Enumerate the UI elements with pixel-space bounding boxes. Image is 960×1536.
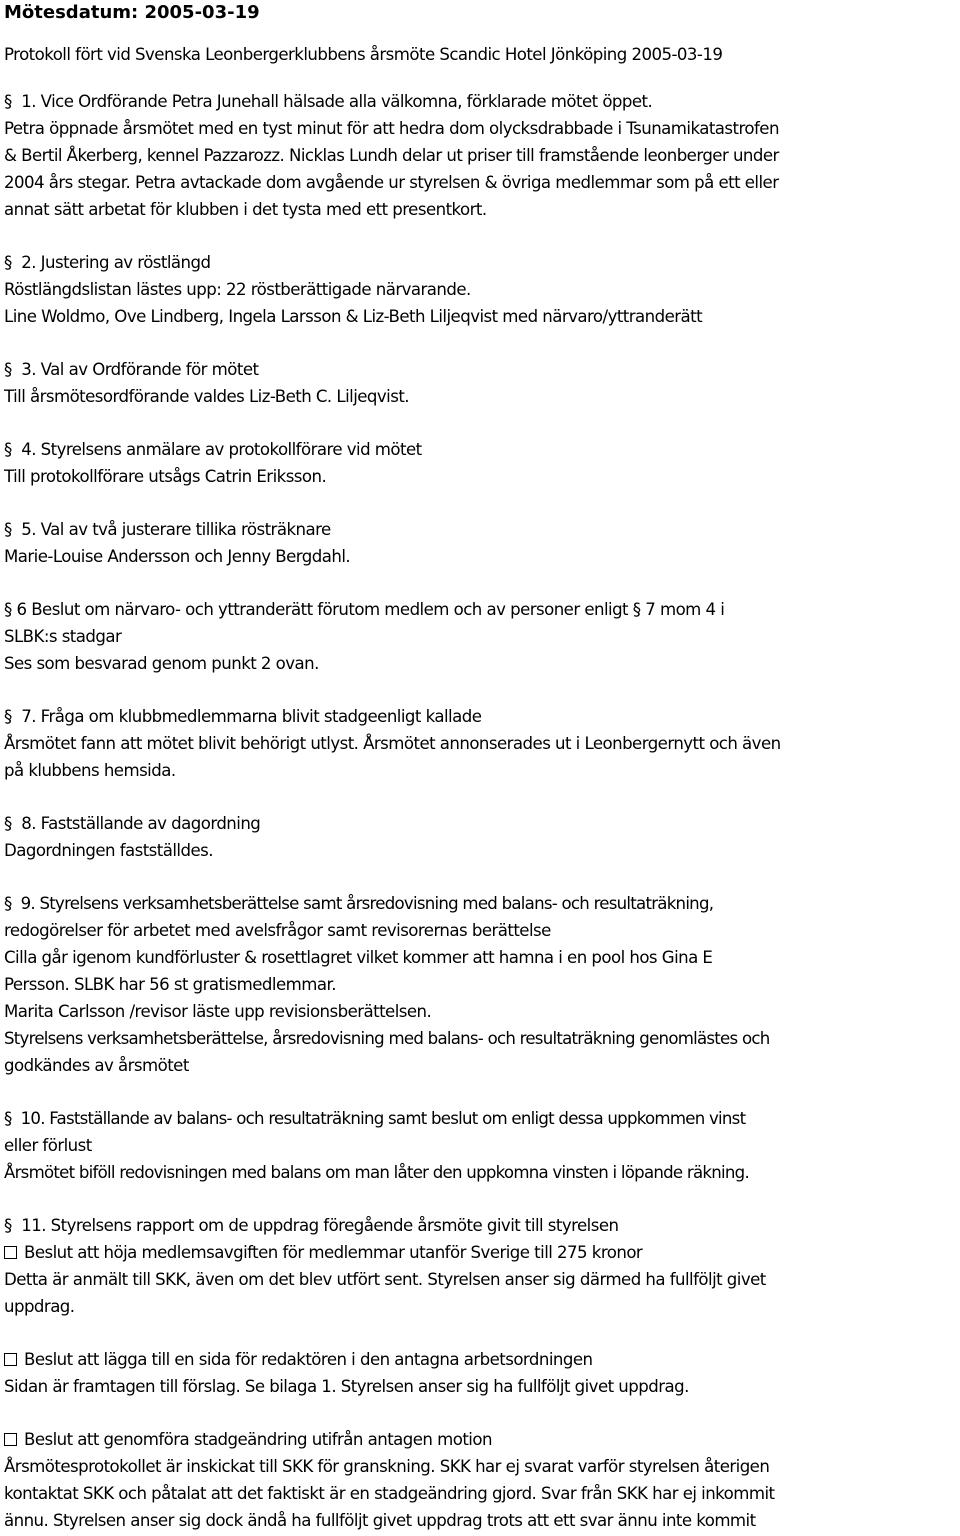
section-6-text-line: Ses som besvarad genom punkt 2 ovan.	[4, 654, 319, 673]
section-9-heading: 9. Styrelsens verksamhetsberättelse samt årsredovisning med balans- och resultaträkning,	[20, 894, 714, 913]
decision-3-line	[4, 1427, 492, 1454]
section-9-text-line: Persson. SLBK har 56 st gratismedlemmar.	[4, 975, 336, 994]
section-symbol: §	[4, 440, 12, 459]
decision-2-line	[4, 1347, 593, 1374]
section-7-line	[4, 704, 481, 731]
section-11-line	[4, 1213, 618, 1240]
meeting-date-heading: Mötesdatum: 2005-03-19	[4, 2, 260, 23]
section-1-text-line: annat sätt arbetat för klubben i det tysta med ett presentkort.	[4, 200, 487, 219]
section-10-heading: 10. Fastställande av balans- och resultaträkning samt beslut om enligt dessa uppkommen vinst	[20, 1109, 746, 1128]
section-7-text-line: på klubbens hemsida.	[4, 761, 176, 780]
decision-3-heading: Beslut att genomföra stadgeändring utifrån antagen motion	[24, 1430, 492, 1449]
section-2-text-line: Röstlängdslistan lästes upp: 22 röstberättigade närvarande.	[4, 280, 471, 299]
decision-1-text-line: Detta är anmält till SKK, även om det blev utfört sent. Styrelsen anser sig därmed ha fullföljt givet	[4, 1270, 766, 1289]
section-5-line	[4, 517, 331, 544]
section-9-line	[4, 891, 713, 918]
section-11-heading: 11. Styrelsens rapport om de uppdrag föregående årsmöte givit till styrelsen	[21, 1216, 619, 1235]
section-2-heading: 2. Justering av röstlängd	[21, 253, 211, 272]
checkbox-icon	[4, 1353, 17, 1366]
decision-2-heading: Beslut att lägga till en sida för redaktören i den antagna arbetsordningen	[24, 1350, 593, 1369]
section-symbol: §	[4, 1109, 12, 1128]
decision-1-line	[4, 1240, 642, 1267]
section-4-line	[4, 437, 422, 464]
section-symbol: §	[4, 92, 12, 111]
section-8-line	[4, 811, 260, 838]
section-7-heading: 7. Fråga om klubbmedlemmarna blivit stadgeenligt kallade	[21, 707, 482, 726]
section-3-text-line: Till årsmötesordförande valdes Liz-Beth C. Liljeqvist.	[4, 387, 410, 406]
section-8-heading: 8. Fastställande av dagordning	[21, 814, 261, 833]
section-3-heading: 3. Val av Ordförande för mötet	[21, 360, 259, 379]
section-6-heading-cont: SLBK:s stadgar	[4, 627, 122, 646]
section-symbol: §	[4, 360, 12, 379]
section-symbol: §	[4, 520, 12, 539]
section-1-text-line: 2004 års stegar. Petra avtackade dom avgående ur styrelsen & övriga medlemmar som på ett eller	[4, 173, 779, 192]
section-9-text-line: Styrelsens verksamhetsberättelse, årsredovisning med balans- och resultaträkning genomlästes och	[4, 1029, 770, 1048]
section-8-text-line: Dagordningen fastställdes.	[4, 841, 213, 860]
decision-3-text-line: Årsmötesprotokollet är inskickat till SKK för granskning. SKK har ej svarat varför styrelsen återigen	[4, 1457, 770, 1476]
section-1-heading: 1. Vice Ordförande Petra Junehall hälsade alla välkomna, förklarade mötet öppet.	[21, 92, 653, 111]
section-9-heading-cont: redogörelser för arbetet med avelsfrågor samt revisorernas berättelse	[4, 921, 551, 940]
section-1-text-line: & Bertil Åkerberg, kennel Pazzarozz. Nicklas Lundh delar ut priser till framstående leonberger under	[4, 146, 779, 165]
section-symbol: §	[4, 707, 12, 726]
decision-1-heading: Beslut att höja medlemsavgiften för medlemmar utanför Sverige till 275 kronor	[24, 1243, 643, 1262]
section-6-heading-ref: 7 mom 4 i	[645, 600, 725, 619]
section-10-text-line: Årsmötet biföll redovisningen med balans om man låter den uppkomna vinsten i löpande räkning.	[4, 1163, 749, 1182]
section-5-heading: 5. Val av två justerare tillika rösträknare	[21, 520, 331, 539]
section-10-heading-cont: eller förlust	[4, 1136, 92, 1155]
decision-2-text-line: Sidan är framtagen till förslag. Se bilaga 1. Styrelsen anser sig ha fullföljt givet uppdrag.	[4, 1377, 689, 1396]
section-1-text-line: Petra öppnade årsmötet med en tyst minut för att hedra dom olycksdrabbade i Tsunamikatastrofen	[4, 119, 779, 138]
section-4-text-line: Till protokollförare utsågs Catrin Eriksson.	[4, 467, 327, 486]
section-symbol: §	[4, 814, 12, 833]
section-10-line	[4, 1106, 745, 1133]
section-6-line	[4, 597, 724, 624]
section-9-text-line: Cilla går igenom kundförluster & rosettlagret vilket kommer att hamna i en pool hos Gina E	[4, 948, 713, 967]
section-symbol: §	[4, 253, 12, 272]
section-9-text-line: Marita Carlsson /revisor läste upp revisionsberättelsen.	[4, 1002, 432, 1021]
section-9-text-line: godkändes av årsmötet	[4, 1056, 189, 1075]
section-symbol: §	[4, 894, 12, 913]
section-6-heading: 6 Beslut om närvaro- och yttranderätt förutom medlem och av personer enligt	[16, 600, 629, 619]
decision-3-text-line: ännu. Styrelsen anser sig dock ändå ha fullföljt givet uppdrag trots att ett svar ännu inte kommit	[4, 1511, 756, 1530]
section-symbol: §	[632, 600, 641, 619]
section-5-text-line: Marie-Louise Andersson och Jenny Bergdahl.	[4, 547, 351, 566]
protocol-intro: Protokoll fört vid Svenska Leonbergerklubbens årsmöte Scandic Hotel Jönköping 2005-03-19	[4, 45, 723, 64]
section-3-line	[4, 357, 258, 384]
decision-1-text-line: uppdrag.	[4, 1297, 75, 1316]
section-symbol: §	[4, 1216, 12, 1235]
section-4-heading: 4. Styrelsens anmälare av protokollförare vid mötet	[21, 440, 422, 459]
checkbox-icon	[4, 1246, 17, 1259]
section-7-text-line: Årsmötet fann att mötet blivit behörigt utlyst. Årsmötet annonserades ut i Leonbergernytt och även	[4, 734, 781, 753]
section-2-text-line: Line Woldmo, Ove Lindberg, Ingela Larsson & Liz-Beth Liljeqvist med närvaro/yttranderätt	[4, 307, 703, 326]
section-1-line	[4, 89, 652, 116]
section-2-line	[4, 250, 210, 277]
section-symbol: §	[4, 600, 12, 619]
decision-3-text-line: kontaktat SKK och påtalat att det faktiskt är en stadgeändring gjord. Svar från SKK har ej inkommit	[4, 1484, 775, 1503]
checkbox-icon	[4, 1433, 17, 1446]
